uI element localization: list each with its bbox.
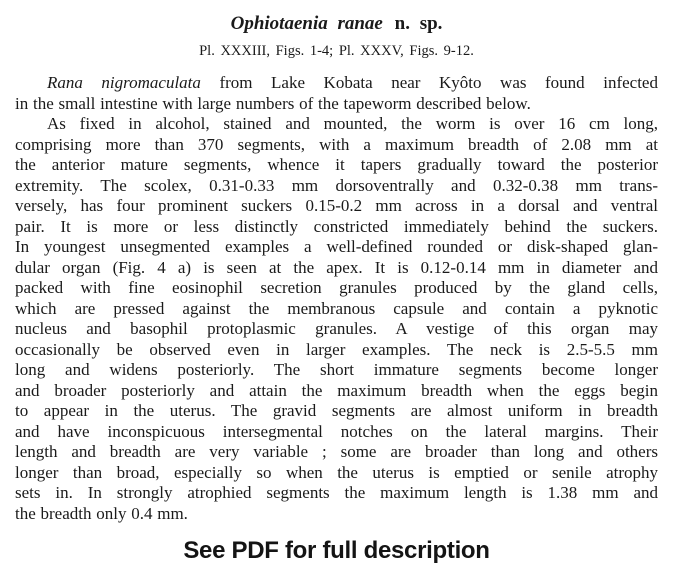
text-line: In youngest unsegmented examples a well-defined rounded or disk-shaped glan- [15,237,658,256]
text-line: As fixed in alcohol, stained and mounted, the worm is over 16 cm long, [47,114,658,133]
text-line: length and breadth are very variable ; some are broader than long and others [15,442,658,461]
text-line: the anterior mature segments, whence it tapers gradually toward the posterior [15,155,658,174]
text-line: long and widens posteriorly. The short immature segments become longer [15,360,658,379]
text-line: comprising more than 370 segments, with a maximum breadth of 2.08 mm at [15,134,658,154]
text-line: pair. It is more or less distinctly constricted immediately behind the suckers. [15,216,658,236]
text-line: nucleus and basophil protoplasmic granules. A vestige of this organ may [15,319,658,338]
text-line: longer than broad, especially so when the uterus is emptied or senile atrophy [15,462,658,482]
text-line: and have inconspicuous intersegmental notches on the lateral margins. Their [15,421,658,441]
paragraph [15,114,658,524]
body-text [15,73,658,524]
page-title [15,12,658,36]
plate-reference: Pl. XXXIII, Figs. 1-4; Pl. XXXV, Figs. 9-12. [199,43,474,59]
paragraph [15,73,658,114]
see-pdf-note: See PDF for full description [183,537,490,564]
text-line: Rana nigromaculata from Lake Kobata near Kyôto was found infected [47,73,658,92]
text-line: the breadth only 0.4 mm. [15,503,188,523]
text-line: occasionally be observed even in larger examples. The neck is 2.5-5.5 mm [15,339,658,359]
text-line: versely, has four prominent suckers 0.15-0.2 mm across in a dorsal and ventral [15,196,658,215]
text-line: in the small intestine with large numbers of the tapeworm described below. [15,93,531,113]
text-line: dular organ (Fig. 4 a) is seen at the apex. It is 0.12-0.14 mm in diameter and [15,257,658,277]
text-line: sets in. In strongly atrophied segments the maximum length is 1.38 mm and [15,483,658,502]
title-designation: n. sp. [394,13,443,34]
text-line: packed with fine eosinophil secretion granules produced by the gland cells, [15,278,658,297]
text-line: which are pressed against the membranous capsule and contain a pyknotic [15,298,658,318]
text-line: and broader posteriorly and attain the maximum breadth when the eggs begin [15,380,658,400]
text-line: to appear in the uterus. The gravid segments are almost uniform in breadth [15,401,658,420]
text-line: extremity. The scolex, 0.31-0.33 mm dorsoventrally and 0.32-0.38 mm trans- [15,175,658,195]
title-species-name: Ophiotaenia ranae [230,13,383,34]
